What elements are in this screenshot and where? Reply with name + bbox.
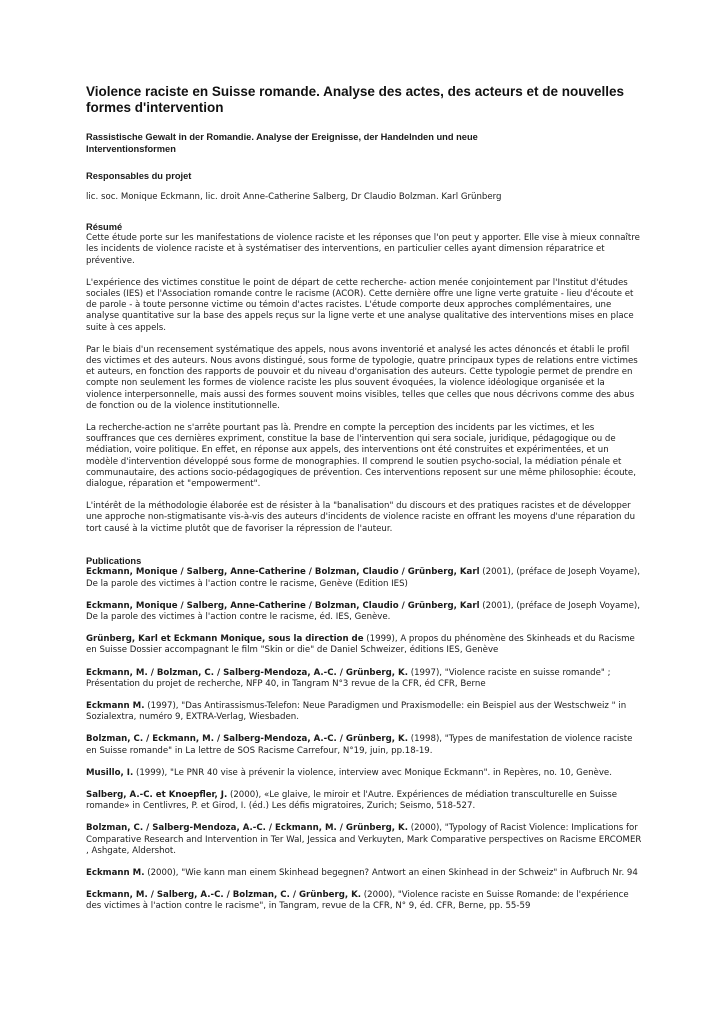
publication-authors: Bolzman, C. / Eckmann, M. / Salberg-Mendoza, A.-C. / Grünberg, K.	[86, 734, 408, 745]
publication-details: (2001), (préface de Joseph Voyame), De la parole des victimes à l'action contre le racisme, Genève (Edition IES)	[86, 567, 641, 589]
resume-paragraph: La recherche-action ne s'arrête pourtant pas là. Prendre en compte la perception des incidents par les victimes, et les souffrances que ces dernières expriment, constitue la base de l'intervention qui sera sociale, juridique, pédagogique ou de médiation, voire politique. En effet, en réponse aux appels, des interventions ont été construites et expérimentées, et un modèle d'intervention développé sous forme de monographies. Il comprend le soutien psycho-social, la médiation pénale et communautaire, des actions socio-pédagogiques de prévention. Ces interventions reposent sur une même philosophie: écoute, dialogue, réparation et "empowerment".	[86, 423, 636, 490]
responsables-heading: Responsables du projet	[86, 171, 192, 181]
publications-heading: Publications	[86, 555, 142, 566]
publication-item	[86, 823, 642, 857]
page-subtitle: Rassistische Gewalt in der Romandie. Analyse der Ereignisse, der Handelnden und neue Interventionsformen	[86, 132, 478, 154]
publication-authors: Musillo, I.	[86, 767, 134, 778]
publication-item	[86, 868, 642, 879]
publication-details: (1998), "Types de manifestation de violence raciste en Suisse romande" in La lettre de SOS Racisme Carrefour, N°19, juin, pp.18-19.	[86, 734, 633, 756]
resume-paragraph: L'intérêt de la méthodologie élaborée est de résister à la "banalisation" du discours et des pratiques racistes et de développer une approche non-stigmatisante vis-à-vis des auteurs d'incidents de violence raciste en offrant les moyens d'une réparation du tort causé à la victime plutôt que de favoriser la répression de l'auteur.	[86, 501, 636, 534]
publication-authors: Eckmann M.	[86, 701, 145, 711]
resume-paragraph: Par le biais d'un recensement systématique des appels, nous avons inventorié et analysé les actes dénoncés et établi le profil des victimes et des auteurs. Nous avons distingué, sous forme de typologie, quatre principaux types de relations entre victimes et auteurs, en fonction des rapports de pouvoir et du niveau d'organisation des auteurs. Cette typologie permet de prendre en compte non seulement les formes de violence raciste les plus souvent évoquées, la violence idéologique organisée et la violence interpersonnelle, mais aussi des formes souvent moins visibles, telles que celles que nous décrivons comme des abus de fonction ou de la violence institutionnelle.	[86, 344, 638, 411]
publication-details: (1999), A propos du phénomène des Skinheads et du Racisme en Suisse Dossier accompagnant le film "Skin or die" de Daniel Schweizer, éditions IES, Genève	[86, 634, 635, 656]
resume-heading: Résumé	[86, 221, 123, 232]
publication-details: (2000), "Violence raciste en Suisse Romande: de l'expérience des victimes à l'action contre le racisme", in Tangram, revue de la CFR, N° 9, éd. CFR, Berne, pp. 55-59	[86, 890, 629, 912]
publication-details: (1997), "Violence raciste en suisse romande" ; Présentation du projet de recherche, NFP 40, in Tangram N°3 revue de la CFR, éd CFR, Berne	[86, 667, 611, 689]
publication-details: (2000), «Le glaive, le miroir et l'Autre. Expériences de médiation transculturelle en Suisse romande» in Centlivres, P. et Girod, I. (éd.) Les défis migratoires, Zurich; Seismo, 518-527.	[86, 790, 618, 812]
publication-item	[86, 734, 642, 756]
publication-authors: Salberg, A.-C. et Knoepfler, J.	[86, 790, 228, 801]
publication-item	[86, 634, 642, 656]
publication-item	[86, 668, 642, 690]
publication-details: (2000), "Typology of Racist Violence: Implications for Comparative Research and Intervention in Ter Wal, Jessica and Verkuyten, Mark Comparative perspectives on Racisme ERCOMER , Ashgate, Aldershot.	[86, 823, 642, 856]
publication-details: (2000), "Wie kann man einem Skinhead begegnen? Antwort an einen Skinhead in der Schweiz" in Aufbruch Nr. 94	[144, 868, 638, 879]
publication-item	[86, 567, 642, 589]
publication-details: (1999), "Le PNR 40 vise à prévenir la violence, interview avec Monique Eckmann". in Repères, no. 10, Genève.	[133, 767, 612, 778]
publication-authors: Eckmann, M. / Bolzman, C. / Salberg-Mendoza, A.-C. / Grünberg, K.	[86, 667, 408, 678]
resume-paragraph: Cette étude porte sur les manifestations de violence raciste et les réponses que l'on peut y apporter. Elle vise à mieux connaître les incidents de violence raciste et à systématiser des interventions, en particulier celles ayant dimension réparatrice et préventive.	[86, 233, 640, 266]
publication-item	[86, 790, 642, 812]
publication-authors: Eckmann, Monique / Salberg, Anne-Catherine / Bolzman, Claudio / Grünberg, Karl	[86, 567, 480, 578]
publication-authors: Eckmann M.	[86, 868, 145, 879]
publication-authors: Grünberg, Karl et Eckmann Monique, sous la direction de	[86, 634, 364, 645]
document-page	[86, 84, 642, 924]
publication-item	[86, 768, 642, 779]
publication-details: (2001), (préface de Joseph Voyame), De la parole des victimes à l'action contre le racisme, éd. IES, Genève.	[86, 600, 641, 622]
publication-item	[86, 890, 642, 912]
publication-item	[86, 701, 642, 723]
publication-authors: Eckmann, M. / Salberg, A.-C. / Bolzman, C. / Grünberg, K.	[86, 890, 362, 901]
publication-item	[86, 601, 642, 623]
resume-paragraph: L'expérience des victimes constitue le point de départ de cette recherche- action menée conjointement par l'Institut d'études sociales (IES) et l'Association romande contre le racisme (ACOR). Cette dernière offre une ligne verte gratuite - lieu d'écoute et de parole - à toute personne victime ou témoin d'actes racistes. L'étude comporte deux approches complémentaires, une analyse quantitative sur la base des appels reçus sur la ligne verte et une analyse qualitative des interventions mises en place suite à ces appels.	[86, 277, 634, 333]
responsables-text: lic. soc. Monique Eckmann, lic. droit Anne-Catherine Salberg, Dr Claudio Bolzman. Karl Grünberg	[86, 191, 502, 202]
publication-authors: Eckmann, Monique / Salberg, Anne-Catherine / Bolzman, Claudio / Grünberg, Karl	[86, 600, 480, 611]
publication-details: (1997), "Das Antirassismus-Telefon: Neue Paradigmen und Praxismodelle: ein Beispiel aus der Westschweiz " in Sozialextra, numéro 9, EXTRA-Verlag, Wiesbaden.	[86, 701, 627, 723]
page-title: Violence raciste en Suisse romande. Analyse des actes, des acteurs et de nouvelles formes d'intervention	[86, 84, 625, 115]
publication-authors: Bolzman, C. / Salberg-Mendoza, A.-C. / Eckmann, M. / Grünberg, K.	[86, 823, 408, 834]
